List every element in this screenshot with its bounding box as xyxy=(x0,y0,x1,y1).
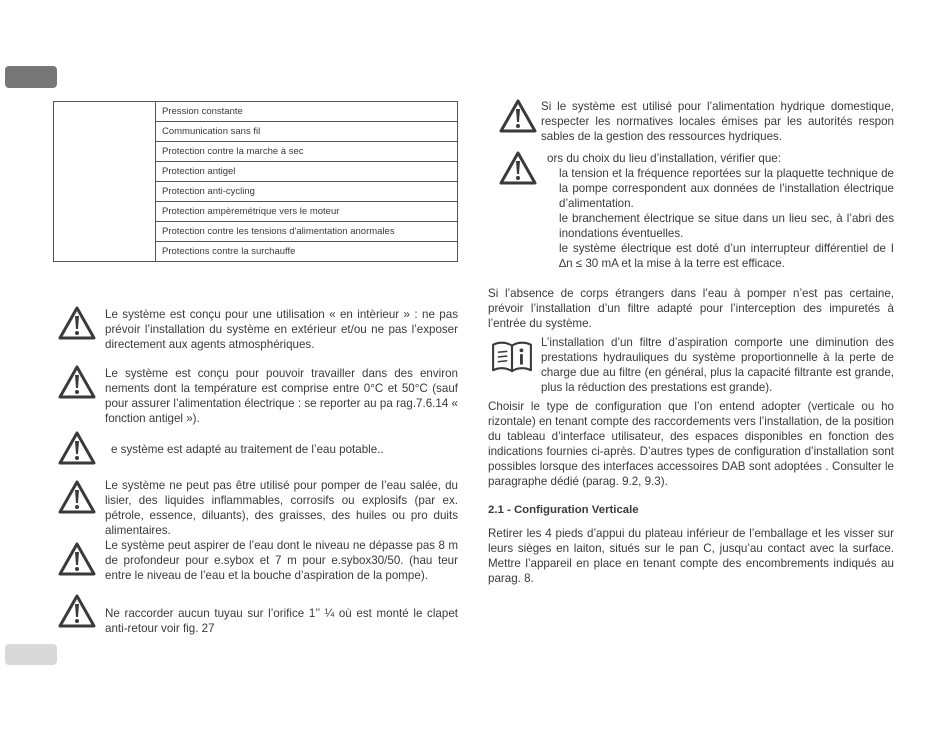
warning-triangle-icon xyxy=(58,479,96,515)
domestic-supply-warning: Si le système est utilisé pour l’alimentation hydrique domestique, respecter les normatives locales émises par les autorités respon sables de la gestion des ressources hydriques. xyxy=(541,100,894,143)
table-cell: Protections contre la surchauffe xyxy=(156,242,458,262)
vertical-config-text: Retirer les 4 pieds d’appui du plateau inférieur de l’emballage et les visser sur leurs sièges en laiton, situés sur le pan C, jusqu’au contact avec la surface. Mettre l’appareil en place en tenant compte des encombrements indiqués au parag. 8. xyxy=(488,527,894,585)
table-cell: Protection antigel xyxy=(156,162,458,182)
table-cell: Protection contre la marche à sec xyxy=(156,142,458,162)
warning-triangle-icon xyxy=(58,593,96,629)
warning-triangle-icon xyxy=(58,305,96,341)
installation-site-intro: ors du choix du lieu d’installation, vérifier que: xyxy=(547,152,781,165)
table-cell: Protection contre les tensions d'alimentation anormales xyxy=(156,222,458,242)
installation-check-item: le système électrique est doté d’un interrupteur différentiel de I ∆n ≤ 30 mA et la mise à la terre est efficace. xyxy=(559,242,894,270)
installation-check-item: le branchement électrique se situe dans un lieu sec, à l’abri des inondations éventuelles. xyxy=(559,212,894,240)
table-cell: Communication sans fil xyxy=(156,122,458,142)
page-footer-marker xyxy=(5,644,57,665)
info-book-icon xyxy=(490,340,534,374)
page-tab-marker xyxy=(5,66,57,88)
table-empty-cell xyxy=(54,102,156,262)
configuration-choice-text: Choisir le type de configuration que l’on entend adopter (verticale ou ho rizontale) en tenant compte des raccordements vers l’installation, de la position du tableau d’interface utilisateur, des espaces disponibles en fonction des indications fournies ci-après. D’autres types de configuration d’installation sont possibles lorsque des interfaces accessoires DAB sont adoptées . Consulter le paragraphe dédié (parag. 9.2, 9.3). xyxy=(488,400,894,488)
warning-triangle-icon xyxy=(499,150,537,186)
filter-recommendation: Si l’absence de corps étrangers dans l’eau à pomper n’est pas certaine, prévoir l’installation d’un filtre adapté pour l’interception des impuretés à l’entrée du système. xyxy=(488,287,894,330)
table-cell: Pression constante xyxy=(156,102,458,122)
table-cell: Protection ampèremétrique vers le moteur xyxy=(156,202,458,222)
check-valve-warning: Ne raccorder aucun tuyau sur l’orifice 1’’ ¼ où est monté le clapet anti-retour voir fig. 27 xyxy=(105,607,458,635)
table-row xyxy=(54,102,458,122)
suction-depth-warning: Le système peut aspirer de l’eau dont le niveau ne dépasse pas 8 m de profondeur pour e.sybox et 7 m pour e.sybox30/50. (hau teur entre le niveau de l’eau et la bouche d’aspiration de la pompe). xyxy=(105,539,458,582)
installation-check-item: la tension et la fréquence reportées sur la plaquette technique de la pompe correspondent aux données de l’installation électrique d’alimentation. xyxy=(559,167,894,210)
prohibited-liquids-warning: Le système ne peut pas être utilisé pour pomper de l’eau salée, du lisier, des liquides inflammables, corrosifs ou explosifs (par ex. pétrole, essence, diluants), des graisses, des huiles ou pro duits alimentaires. xyxy=(105,479,458,537)
filter-info-note: L’installation d’un filtre d’aspiration comporte une diminution des prestations hydrauliques du système proportionnelle à la perte de charge due au filtre (en général, plus la capacité filtrante est grande, plus la réduction des prestations est grande). xyxy=(541,336,894,394)
warning-triangle-icon xyxy=(58,364,96,400)
indoor-use-warning: Le système est conçu pour une utilisation « en intèrieur » : ne pas prévoir l’installation du système en extérieur et/ou ne pas l’exposer directement aux agents atmosphériques. xyxy=(105,308,458,351)
potable-water-note: e système est adapté au traitement de l’eau potable.. xyxy=(111,443,384,456)
warning-triangle-icon xyxy=(58,541,96,577)
section-heading: 2.1 - Configuration Verticale xyxy=(488,504,639,516)
warning-triangle-icon xyxy=(499,98,537,134)
table-cell: Protection anti-cycling xyxy=(156,182,458,202)
features-table xyxy=(53,101,458,262)
temperature-warning: Le système est conçu pour pouvoir travailler dans des environ nements dont la température est comprise entre 0°C et 50°C (sauf pour assurer l’alimentation électrique : se reporter au pa rag.7.6.14 « fonction antigel »). xyxy=(105,367,458,425)
warning-triangle-icon xyxy=(58,430,96,466)
